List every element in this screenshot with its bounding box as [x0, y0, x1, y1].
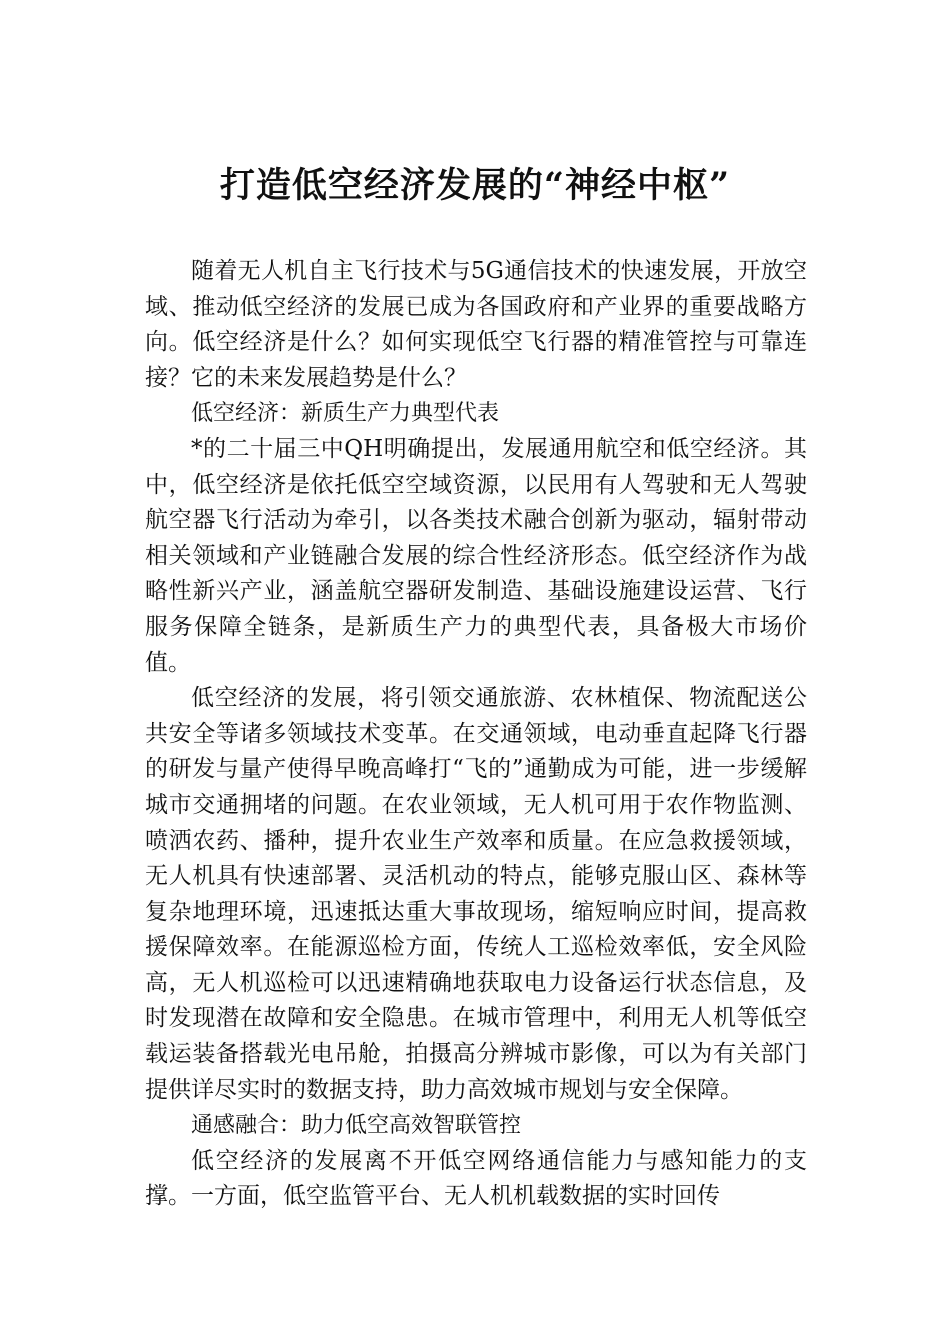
- document-title: 打造低空经济发展的“神经中枢”: [219, 165, 731, 206]
- paragraph-definition: *的二十届三中QH明确提出，发展通用航空和低空经济。其中，低空经济是依托低空空域资源，以民用有人驾驶和无人驾驶航空器飞行活动为牵引，以各类技术融合创新为驱动，辐射带动相关领域和产业链融合发展的综合性经济形态。低空经济作为战略性新兴产业，涵盖航空器研发制造、基础设施建设运营、飞行服务保障全链条，是新质生产力的典型代表，具备极大市场价值。: [145, 435, 807, 676]
- section-heading-sensing-communication: 通感融合：助力低空高效智联管控: [191, 1113, 522, 1139]
- paragraph-network-support: 低空经济的发展离不开低空网络通信能力与感知能力的支撑。一方面，低空监管平台、无人机机载数据的实时回传: [145, 1147, 807, 1210]
- section-heading-low-altitude-economy: 低空经济：新质生产力典型代表: [191, 401, 500, 427]
- paragraph-intro: 随着无人机自主飞行技术与5G通信技术的快速发展，开放空域、推动低空经济的发展已成为各国政府和产业界的重要战略方向。低空经济是什么？如何实现低空飞行器的精准管控与可靠连接？它的未来发展趋势是什么？: [145, 258, 807, 391]
- document-body: [145, 254, 807, 1215]
- paragraph-applications: 低空经济的发展，将引领交通旅游、农林植保、物流配送公共安全等诸多领域技术变革。在交通领域，电动垂直起降飞行器的研发与量产使得早晚高峰打“飞的”通勤成为可能，进一步缓解城市交通拥堵的问题。在农业领域，无人机可用于农作物监测、喷洒农药、播种，提升农业生产效率和质量。在应急救援领域，无人机具有快速部署、灵活机动的特点，能够克服山区、森林等复杂地理环境，迅速抵达重大事故现场，缩短响应时间，提高救援保障效率。在能源巡检方面，传统人工巡检效率低，安全风险高，无人机巡检可以迅速精确地获取电力设备运行状态信息，及时发现潜在故障和安全隐患。在城市管理中，利用无人机等低空载运装备搭载光电吊舱，拍摄高分辨城市影像，可以为有关部门提供详尽实时的数据支持，助力高效城市规划与安全保障。: [145, 685, 807, 1103]
